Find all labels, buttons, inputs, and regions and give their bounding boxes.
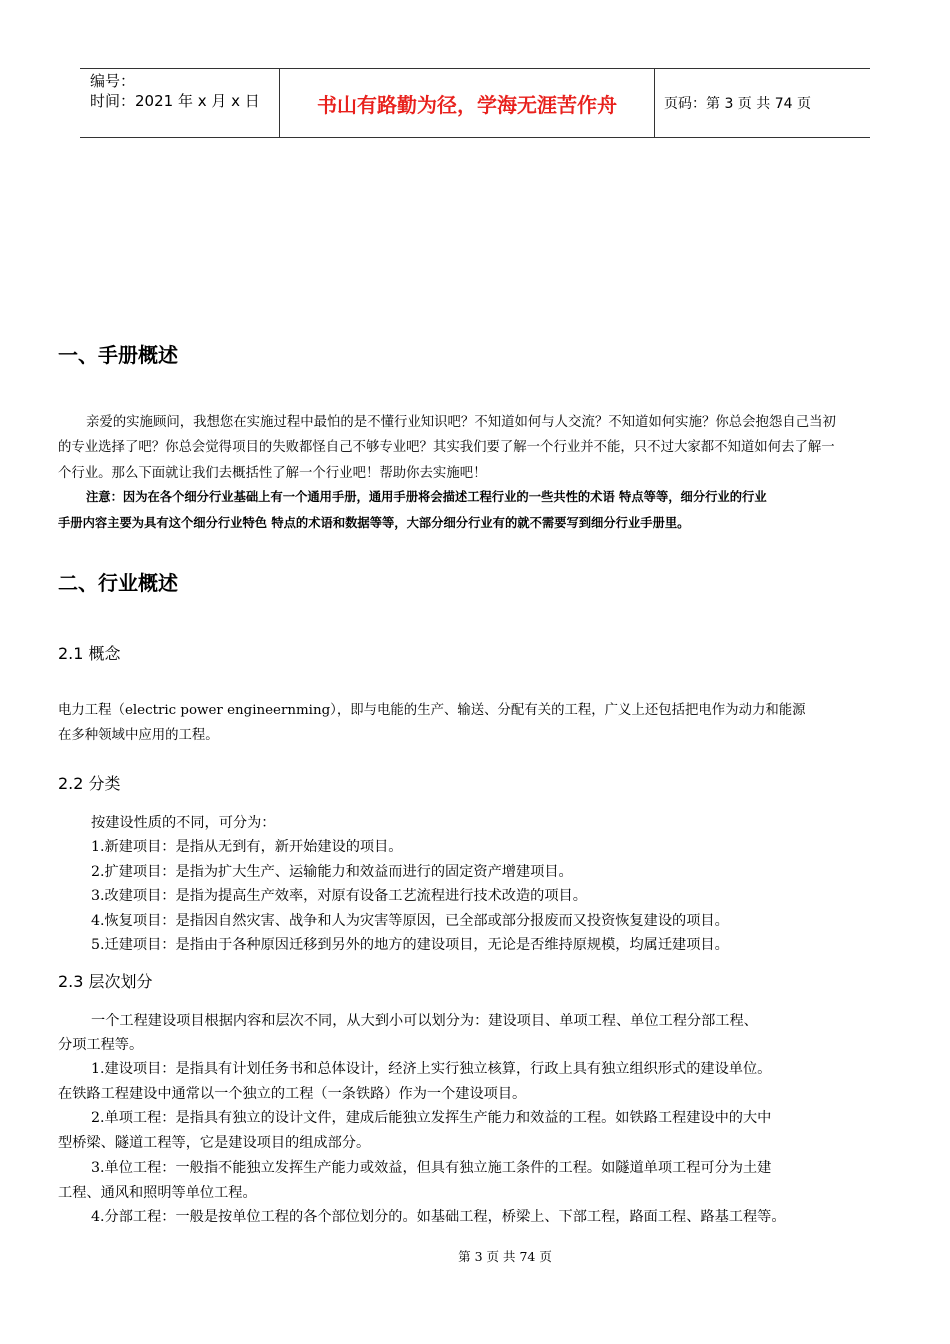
list-item: 5.迁建项目：是指由于各种原因迁移到另外的地方的建设项目，无论是否维持原规模，均属迁建项目。	[91, 937, 729, 953]
paragraph-line: 一个工程建设项目根据内容和层次不同，从大到小可以划分为：建设项目、单项工程、单位工程分部工程、	[91, 1013, 758, 1029]
list-item: 3.改建项目：是指为提高生产效率，对原有设备工艺流程进行技术改造的项目。	[91, 888, 587, 904]
header-motto: 书山有路勤为径，学海无涯苦作舟	[280, 69, 655, 137]
subsection-2-2-title: 2.2 分类	[58, 774, 121, 793]
paragraph-line: 4.分部工程：一般是按单位工程的各个部位划分的。如基础工程，桥梁上、下部工程，路面工程、路基工程等。	[91, 1209, 786, 1225]
paragraph-line: 型桥梁、隧道工程等，它是建设项目的组成部分。	[58, 1135, 371, 1151]
header-meta	[80, 69, 280, 137]
page-header	[80, 68, 870, 138]
list-item: 1.新建项目：是指从无到有，新开始建设的项目。	[91, 839, 403, 855]
paragraph-line: 分项工程等。	[58, 1037, 144, 1053]
header-page-info: 页码：第 3 页 共 74 页	[664, 96, 811, 112]
subsection-2-1-title: 2.1 概念	[58, 644, 121, 663]
subsection-2-3-title: 2.3 层次划分	[58, 972, 153, 991]
paragraph-line: 的专业选择了吧？你总会觉得项目的失败都怪自己不够专业吧？其实我们要了解一个行业并不能，只不过大家都不知道如何去了解一	[58, 440, 835, 455]
paragraph-line: 个行业。那么下面就让我们去概括性了解一个行业吧！帮助你去实施吧！	[58, 466, 487, 481]
paragraph-line: 2.单项工程：是指具有独立的设计文件，建成后能独立发挥生产能力和效益的工程。如铁路工程建设中的大中	[91, 1110, 772, 1126]
paragraph-line: 在铁路工程建设中通常以一个独立的工程（一条铁路）作为一个建设项目。	[58, 1086, 527, 1102]
paragraph-line: 在多种领域中应用的工程。	[58, 728, 219, 743]
paragraph-line: 工程、通风和照明等单位工程。	[58, 1185, 257, 1201]
paragraph-line: 3.单位工程：一般指不能独立发挥生产能力或效益，但具有独立施工条件的工程。如隧道单项工程可分为土建	[91, 1160, 772, 1176]
list-intro: 按建设性质的不同，可分为：	[91, 815, 276, 831]
page-footer: 第 3 页 共 74 页	[458, 1249, 552, 1264]
paragraph-line: 亲爱的实施顾问，我想您在实施过程中最怕的是不懂行业知识吧？不知道如何与人交流？不知道如何实施？你总会抱怨自己当初	[86, 415, 836, 430]
section-2-title: 二、行业概述	[58, 571, 178, 595]
list-item: 4.恢复项目：是指因自然灾害、战争和人为灾害等原因，已全部或部分报废而又投资恢复建设的项目。	[91, 913, 729, 929]
section-1-title: 一、手册概述	[58, 343, 178, 367]
number-label: 编号：	[90, 72, 136, 90]
note-line: 手册内容主要为具有这个细分行业特色 特点的术语和数据等等，大部分细分行业有的就不需要写到细分行业手册里。	[58, 516, 690, 530]
date-line: 时间：2021 年 x 月 x 日	[90, 92, 260, 110]
note-line: 注意：因为在各个细分行业基础上有一个通用手册，通用手册将会描述工程行业的一些共性的术语 特点等等，细分行业的行业	[86, 490, 767, 504]
list-item: 2.扩建项目：是指为扩大生产、运输能力和效益而进行的固定资产增建项目。	[91, 864, 573, 880]
paragraph-line: 电力工程（electric power engineernming），即与电能的生产、输送、分配有关的工程，广义上还包括把电作为动力和能源	[58, 703, 806, 718]
paragraph-line: 1.建设项目：是指具有计划任务书和总体设计，经济上实行独立核算，行政上具有独立组织形式的建设单位。	[91, 1061, 772, 1077]
